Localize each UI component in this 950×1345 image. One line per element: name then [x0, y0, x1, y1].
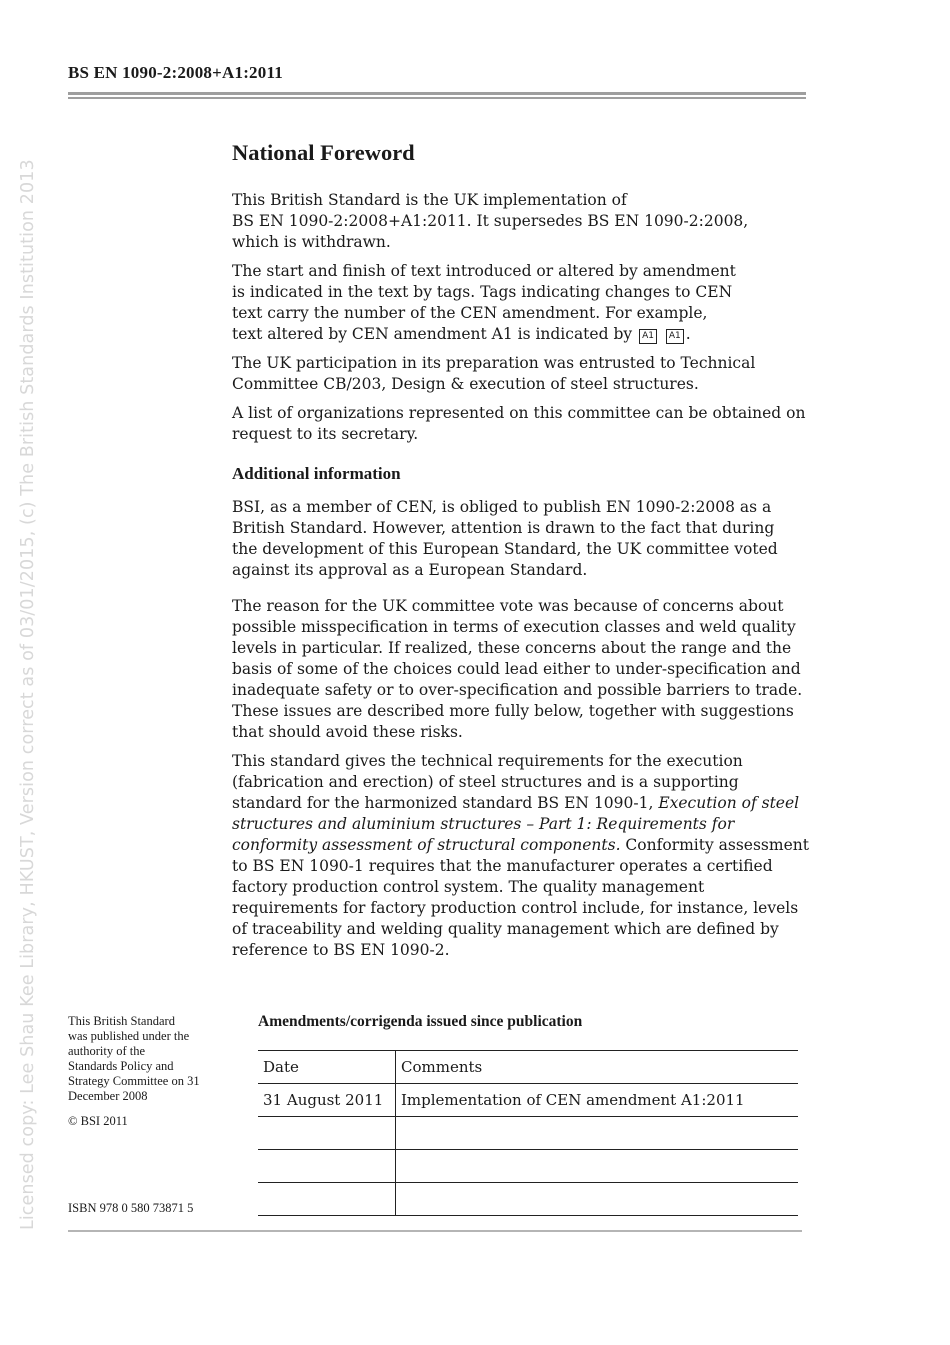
- publication-note: [68, 1014, 228, 1129]
- text-line: Standards Policy and: [68, 1059, 174, 1073]
- text-line: to BS EN 1090-1 requires that the manufacturer operates a certified: [232, 857, 773, 875]
- text-line: Strategy Committee on 31: [68, 1074, 200, 1088]
- text-line: British Standard. However, attention is drawn to the fact that during: [232, 519, 775, 537]
- text-line: BSI, as a member of CEN, is obliged to publish EN 1090-2:2008 as a: [232, 498, 772, 516]
- amendment-end-tag-icon: A1: [666, 329, 684, 344]
- text-line: factory production control system. The quality management: [232, 878, 705, 896]
- text-line: against its approval as a European Standard.: [232, 561, 588, 579]
- text-line: These issues are described more fully below, together with suggestions: [232, 702, 794, 720]
- citation-title: conformity assessment of structural components.: [232, 836, 621, 854]
- text-line: the development of this European Standard, the UK committee voted: [232, 540, 778, 558]
- page-title: National Foreword: [232, 140, 415, 165]
- text-line: (fabrication and erection) of steel structures and is a supporting: [232, 773, 739, 791]
- text-line: Committee CB/203, Design & execution of steel structures.: [232, 375, 699, 393]
- cell-date: 31 August 2011: [258, 1084, 396, 1117]
- text-line: The start and finish of text introduced or altered by amendment: [232, 262, 736, 280]
- text-line: levels in particular. If realized, these concerns about the range and the: [232, 639, 792, 657]
- paragraph-committee-list: [232, 403, 832, 445]
- text-line: is indicated in the text by tags. Tags indicating changes to CEN: [232, 283, 733, 301]
- text-line: inadequate safety or to over-specification and possible barriers to trade.: [232, 681, 803, 699]
- cell-date: [258, 1117, 396, 1150]
- text-line: was published under the: [68, 1029, 190, 1043]
- paragraph-participation: [232, 353, 832, 395]
- text-line: This British Standard is the UK implementation of: [232, 191, 627, 209]
- paragraph-technical-requirements: [232, 751, 832, 961]
- document-id-header: BS EN 1090-2:2008+A1:2011: [68, 63, 283, 82]
- cell-comment: [396, 1183, 799, 1216]
- table-row: [258, 1150, 798, 1183]
- column-header-comments: Comments: [396, 1051, 799, 1084]
- paragraph-tags: The start and finish of text introduced or altered by amendment is indicated in the text by tags. Tags indicating changes to CEN text carry the number of the CEN amendment. For example, text altered by CEN amendment A1 is indicated by A1 A1 .: [232, 262, 736, 343]
- table-row: [258, 1183, 798, 1216]
- amendments-table: [258, 1050, 798, 1216]
- cell-comment: [396, 1150, 799, 1183]
- text-line: This standard gives the technical requirements for the execution: [232, 752, 743, 770]
- paragraph-bsi-obligation: [232, 497, 832, 581]
- text-line: The reason for the UK committee vote was because of concerns about: [232, 597, 784, 615]
- cell-date: [258, 1150, 396, 1183]
- text-line: December 2008: [68, 1089, 148, 1103]
- text-line: request to its secretary.: [232, 425, 419, 443]
- header-rule-bottom: [68, 97, 806, 99]
- isbn: ISBN 978 0 580 73871 5: [68, 1201, 194, 1215]
- license-watermark: Licensed copy: Lee Shau Kee Library, HKUST, Version correct as of 03/01/2015, (c) The British Standards Institution 2013: [18, 159, 38, 1230]
- foreword-body: [232, 140, 832, 969]
- footer-rule: [68, 1230, 802, 1232]
- text-line: possible misspecification in terms of execution classes and weld quality: [232, 618, 796, 636]
- table-header-row: [258, 1051, 798, 1084]
- text-line: reference to BS EN 1090-2.: [232, 941, 450, 959]
- citation-title: structures and aluminium structures – Part 1: Requirements for: [232, 815, 735, 833]
- text-line: text carry the number of the CEN amendment. For example,: [232, 304, 708, 322]
- cell-date: [258, 1183, 396, 1216]
- paragraph-vote-reason: [232, 596, 832, 743]
- amendments-heading: Amendments/corrigenda issued since publication: [258, 1013, 583, 1030]
- table-row: [258, 1084, 798, 1117]
- copyright-notice: © BSI 2011: [68, 1114, 128, 1128]
- cell-comment: [396, 1117, 799, 1150]
- text-line: basis of some of the choices could lead either to under-specification and: [232, 660, 801, 678]
- text-line: This British Standard: [68, 1014, 175, 1028]
- column-header-date: Date: [258, 1051, 396, 1084]
- text-line: BS EN 1090-2:2008+A1:2011. It supersedes BS EN 1090-2:2008,: [232, 212, 749, 230]
- table-row: [258, 1117, 798, 1150]
- amendment-start-tag-icon: A1: [639, 329, 657, 344]
- text-line: A list of organizations represented on this committee can be obtained on: [232, 404, 806, 422]
- text-line: requirements for factory production control include, for instance, levels: [232, 899, 799, 917]
- section-heading-additional-information: Additional information: [232, 464, 401, 483]
- text-line: text altered by CEN amendment A1 is indicated by: [232, 325, 633, 343]
- text-line: of traceability and welding quality management which are defined by: [232, 920, 779, 938]
- text-line: Conformity assessment: [620, 836, 809, 854]
- text-line: that should avoid these risks.: [232, 723, 463, 741]
- text-line: standard for the harmonized standard BS EN 1090-1,: [232, 794, 659, 812]
- header-rule-top: [68, 92, 806, 95]
- paragraph-implementation: [232, 190, 832, 253]
- text-line: authority of the: [68, 1044, 146, 1058]
- text-line: which is withdrawn.: [232, 233, 391, 251]
- cell-comment: Implementation of CEN amendment A1:2011: [396, 1084, 799, 1117]
- text-line: The UK participation in its preparation was entrusted to Technical: [232, 354, 756, 372]
- citation-title: Execution of steel: [658, 794, 800, 812]
